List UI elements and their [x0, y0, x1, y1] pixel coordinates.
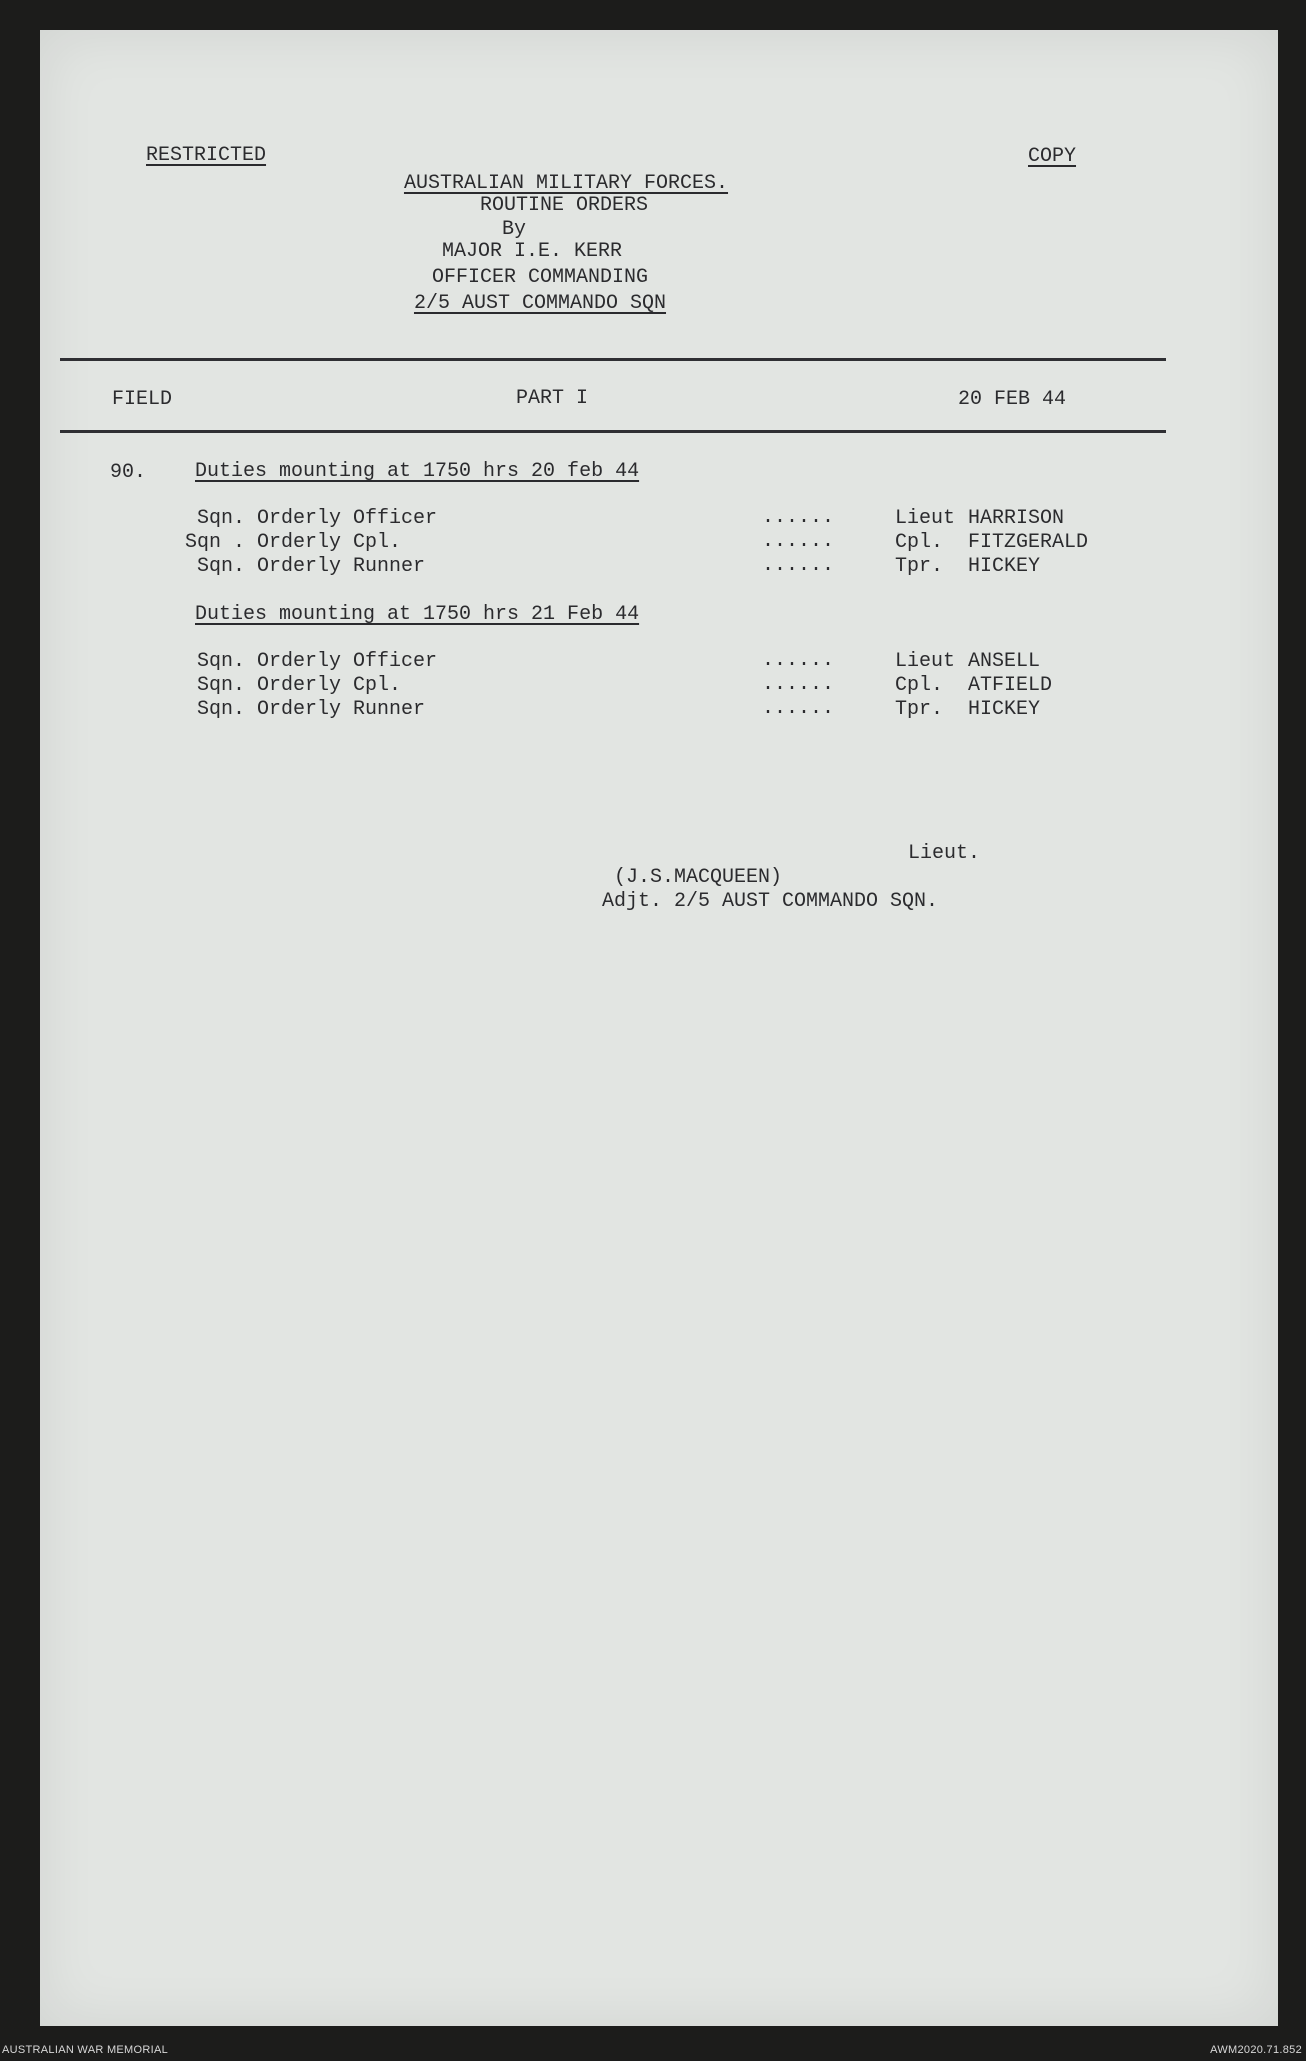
date-label: 20 FEB 44	[958, 388, 1067, 411]
dot-leader: ......	[762, 649, 835, 672]
rank-label: Lieut	[895, 507, 956, 530]
duty-label: Sqn. Orderly Officer	[197, 650, 438, 673]
rank-label: Tpr.	[895, 555, 944, 578]
section-heading: Duties mounting at 1750 hrs 21 Feb 44	[195, 603, 640, 626]
bottom-rule	[60, 430, 1166, 433]
dot-leader: ......	[762, 530, 835, 553]
person-name: FITZGERALD	[968, 531, 1089, 554]
duty-label: Sqn. Orderly Runner	[197, 555, 426, 578]
person-name: ANSELL	[968, 650, 1041, 673]
order-number: 90.	[110, 461, 147, 484]
copy-label: COPY	[1028, 145, 1077, 168]
person-name: HARRISON	[968, 507, 1065, 530]
duty-label: Sqn. Orderly Runner	[197, 698, 426, 721]
header-line-5: OFFICER COMMANDING	[431, 266, 649, 289]
dot-leader: ......	[762, 554, 835, 577]
part-label: PART I	[516, 387, 589, 410]
location-label: FIELD	[112, 388, 173, 411]
rank-label: Cpl.	[895, 531, 944, 554]
dot-leader: ......	[762, 697, 835, 720]
person-name: HICKEY	[968, 698, 1041, 721]
footer-credit: AUSTRALIAN WAR MEMORIAL	[2, 2044, 169, 2056]
rank-label: Cpl.	[895, 674, 944, 697]
header-line-1: AUSTRALIAN MILITARY FORCES.	[403, 172, 729, 195]
rank-label: Lieut	[895, 650, 956, 673]
duty-label: Sqn. Orderly Cpl.	[197, 674, 402, 697]
duty-label: Sqn . Orderly Cpl.	[185, 531, 402, 554]
classification-label: RESTRICTED	[146, 144, 267, 167]
person-name: ATFIELD	[968, 674, 1053, 697]
signature-rank: Lieut.	[908, 842, 981, 865]
footer-accession-number: AWM2020.71.852	[1210, 2044, 1302, 2056]
person-name: HICKEY	[968, 555, 1041, 578]
dot-leader: ......	[762, 673, 835, 696]
signature-name: (J.S.MACQUEEN)	[614, 866, 783, 889]
document-page	[40, 30, 1278, 2026]
top-rule	[60, 358, 1166, 361]
signature-title: Adjt. 2/5 AUST COMMANDO SQN.	[602, 890, 939, 913]
rank-label: Tpr.	[895, 698, 944, 721]
dot-leader: ......	[762, 506, 835, 529]
header-line-6: 2/5 AUST COMMANDO SQN	[413, 292, 667, 315]
header-line-3: By	[501, 218, 527, 241]
header-line-4: MAJOR I.E. KERR	[441, 240, 623, 263]
section-heading: Duties mounting at 1750 hrs 20 feb 44	[195, 460, 640, 483]
header-line-2: ROUTINE ORDERS	[479, 194, 649, 217]
duty-label: Sqn. Orderly Officer	[197, 507, 438, 530]
